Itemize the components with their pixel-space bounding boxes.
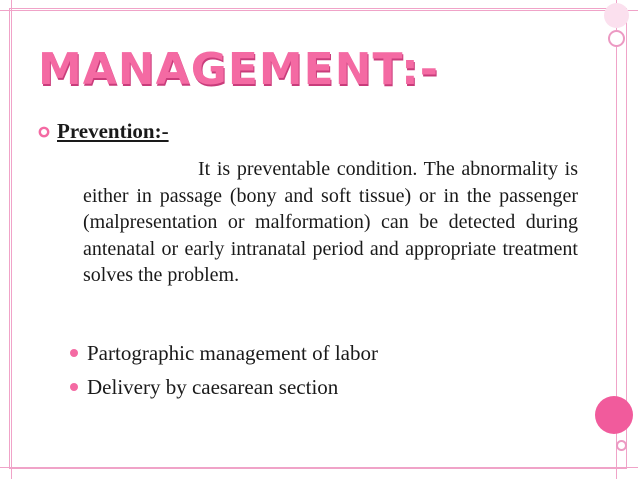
frame-line-left bbox=[11, 0, 12, 479]
slide-title bbox=[38, 44, 439, 96]
bullet-paragraph bbox=[83, 156, 578, 289]
bullet-heading: Prevention:- bbox=[57, 119, 169, 143]
ring-bullet-icon bbox=[38, 126, 50, 138]
frame-line-bottom bbox=[0, 467, 638, 468]
dot-bullet-icon bbox=[70, 349, 78, 357]
sub-bullet-text: Partographic management of labor bbox=[87, 341, 378, 365]
decor-circle-top-small bbox=[608, 30, 625, 47]
decor-circle-bottom-small bbox=[616, 440, 627, 451]
sub-bullet-text: Delivery by caesarean section bbox=[87, 375, 339, 399]
slide-title-text: MANAGEMENT:- bbox=[38, 44, 440, 95]
frame-line-top bbox=[0, 10, 638, 11]
decor-circle-top-large bbox=[604, 3, 629, 28]
dot-bullet-icon bbox=[70, 383, 78, 391]
paragraph-text: It is preventable condition. The abnormality is either in passage (bony and soft tissue) or in the passenger (malpresentation or malformation) can be detected during antenatal or early intranatal period and appropriate treatment solves the problem. bbox=[83, 158, 578, 286]
decor-circle-bottom-large bbox=[595, 396, 633, 434]
